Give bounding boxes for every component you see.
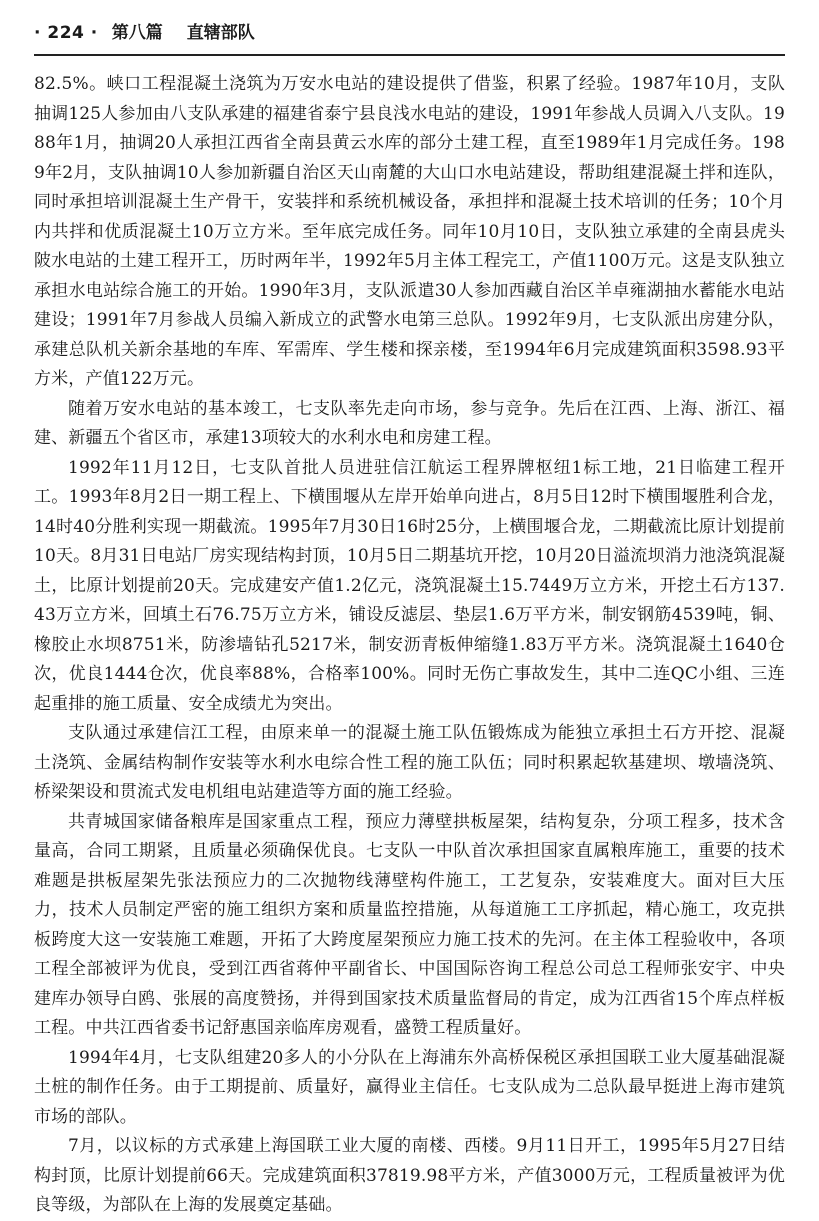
paragraph-continued: 82.5%。峡口工程混凝土浇筑为万安水电站的建设提供了借鉴，积累了经验。1987年10月，支队抽调125人参加由八支队承建的福建省泰宁县良浅水电站的建设，1991年参战人员调入八支队。1988年1月，抽调20人承担江西省全南县黄云水库的部分土建工程，直至1989年1月完成任务。1989年2月，支队抽调10人参加新疆自治区天山南麓的大山口水电站建设，帮助组建混凝土拌和连队，同时承担培训混凝土生产骨干，安装拌和系统机械设备，承担拌和混凝土技术培训的任务；10个月内共拌和优质混凝土10万立方米。至年底完成任务。同年10月10日，支队独立承建的全南县虎头陂水电站的土建工程开工，历时两年半，1992年5月主体工程完工，产值1100万元。这是支队独立承担水电站综合施工的开始。1990年3月，支队派遣30人参加西藏自治区羊卓雍湖抽水蓄能水电站建设；1991年7月参战人员编入新成立的武警水电第三总队。1992年9月，七支队派出房建分队，承建总队机关新余基地的车库、军需库、学生楼和探亲楼，至1994年6月完成建筑面积3598.93平方米，产值122万元。 [34,74,785,389]
section-title: 直辖部队 [186,23,255,43]
part-title: 第八篇 [111,23,163,43]
header-rule [34,54,785,56]
paragraph: 7月，以议标的方式承建上海国联工业大厦的南楼、西楼。9月11日开工，1995年5月27日结构封顶，比原计划提前66天。完成建筑面积37819.98平方米，产值3000万元，工程质量被评为优良等级，为部队在上海的发展奠定基础。 [34,1136,785,1215]
running-header [34,18,785,46]
body-text [34,70,785,1221]
paragraph: 1992年11月12日，七支队首批人员进驻信江航运工程界牌枢纽1标工地，21日临建工程开工。1993年8月2日一期工程上、下横围堰从左岸开始单向进占，8月5日12时下横围堰胜利合龙，14时40分胜利实现一期截流。1995年7月30日16时25分，上横围堰合龙，二期截流比原计划提前10天。8月31日电站厂房实现结构封顶，10月5日二期基坑开挖，10月20日溢流坝消力池浇筑混凝土，比原计划提前20天。完成建安产值1.2亿元，浇筑混凝土15.7449万立方米，开挖土石方137.43万立方米，回填土石76.75万立方米，铺设反滤层、垫层1.6万平方米，制安钢筋4539吨，铜、橡胶止水坝8751米，防渗墙钻孔5217米，制安沥青板伸缩缝1.83万平方米。浇筑混凝土1640仓次，优良1444仓次，优良率88%，合格率100%。同时无伤亡事故发生，其中二连QC小组、三连起重排的施工质量、安全成绩尤为突出。 [34,457,785,714]
paragraph: 支队通过承建信江工程，由原来单一的混凝土施工队伍锻炼成为能独立承担土石方开挖、混凝土浇筑、金属结构制作安装等水利水电综合性工程的施工队伍；同时积累起软基建坝、墩墙浇筑、桥梁架设和贯流式发电机组电站建造等方面的施工经验。 [34,723,785,802]
paragraph: 1994年4月，七支队组建20多人的小分队在上海浦东外高桥保税区承担国联工业大厦基础混凝土桩的制作任务。由于工期提前、质量好，赢得业主信任。七支队成为二总队最早挺进上海市建筑市场的部队。 [34,1047,785,1127]
paragraph: 随着万安水电站的基本竣工，七支队率先走向市场，参与竞争。先后在江西、上海、浙江、福建、新疆五个省区市，承建13项较大的水利水电和房建工程。 [34,398,785,448]
paragraph: 共青城国家储备粮库是国家重点工程，预应力薄壁拱板屋架，结构复杂，分项工程多，技术含量高，合同工期紧，且质量必须确保优良。七支队一中队首次承担国家直属粮库施工，重要的技术难题是拱板屋架先张法预应力的二次抛物线薄壁构件施工，工艺复杂，安装难度大。面对巨大压力，技术人员制定严密的施工组织方案和质量监控措施，从每道施工工序抓起，精心施工，攻克拱板跨度大这一安装施工难题，开拓了大跨度屋架预应力施工技术的先河。在主体工程验收中，各项工程全部被评为优良，受到江西省蒋仲平副省长、中国国际咨询工程总公司总工程师张安宇、中央建库办领导白鸥、张展的高度赞扬，并得到国家技术质量监督局的肯定，成为江西省15个库点样板工程。中共江西省委书记舒惠国亲临库房观看，盛赞工程质量好。 [34,811,785,1038]
page-number: · 224 · [34,23,98,43]
